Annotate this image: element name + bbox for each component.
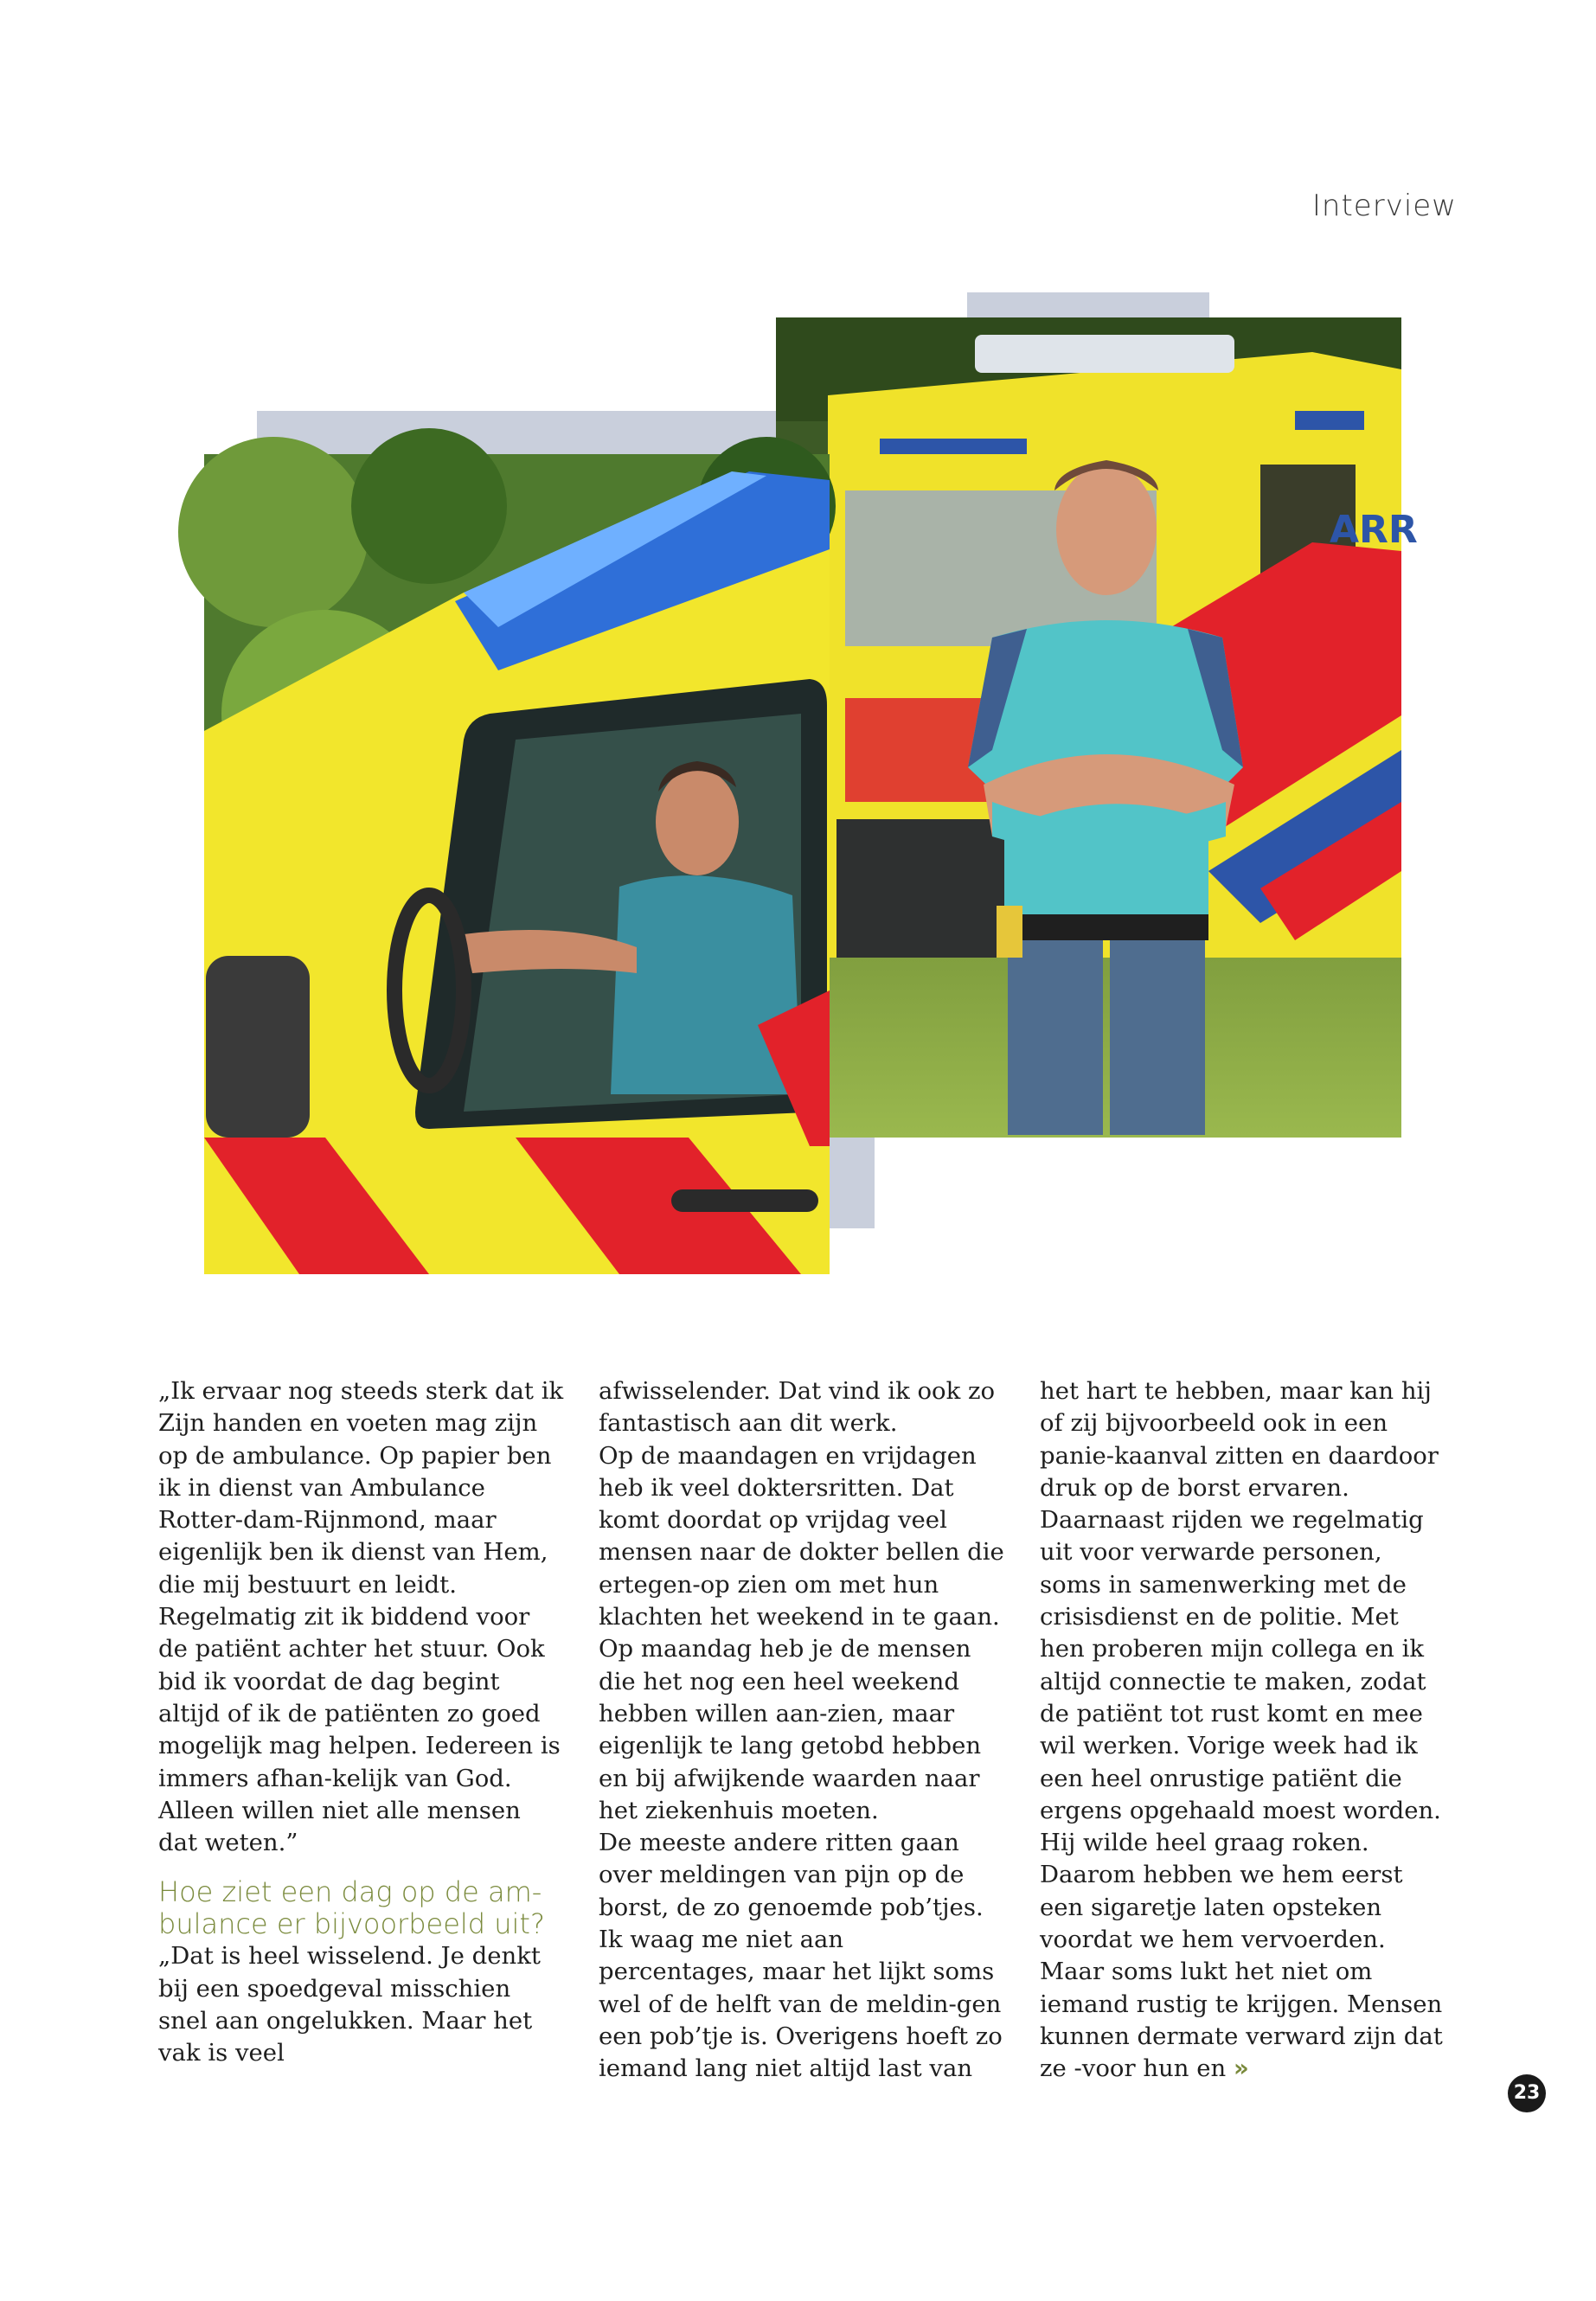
paragraph <box>1040 1504 1446 2085</box>
decorative-block <box>257 411 789 454</box>
portrait-photo <box>776 317 1418 1138</box>
paragraph: „Dat is heel wisselend. Je denkt bij een spoedgeval misschien snel aan ongelukken. Maar het vak is veel <box>158 1942 541 2067</box>
decorative-block <box>826 1125 875 1228</box>
page-number: 23 <box>1508 2074 1546 2112</box>
article-column-2 <box>599 1375 1005 2086</box>
paragraph: Op de maandagen en vrijdagen heb ik veel doktersritten. Dat komt doordat op vrijdag veel mensen naar de dokter bellen die ertegen-op zien om met hun klachten het weekend in te gaan. Op maandag heb je de mensen die het nog een heel weekend hebben willen aan-zien, maar eigenlijk te lang getobd hebben en bij afwijkende waarden naar het ziekenhuis moeten. <box>599 1441 1004 1824</box>
paragraph: De meeste andere ritten gaan over meldingen van pijn op de borst, de zo genoemde pob’tjes. Ik waag me niet aan percentages, maar het lijkt soms wel of de helft van de meldin-gen een pob’tje is. Overigens hoeft zo iemand lang niet altijd last van <box>599 1829 1003 2083</box>
double-chevron-right-icon: » <box>1233 2054 1249 2083</box>
driver-photo <box>204 454 830 1274</box>
paragraph-text: Daarnaast rijden we regelmatig uit voor verwarde personen, soms in samenwerking met de crisisdienst en de politie. Met hen proberen mijn collega en ik altijd connectie te maken, zodat de patiënt tot rust komt en mee wil werken. Vorige week had ik een heel onrustige patiënt die ergens opgehaald moest worden. Hij wilde heel graag roken. Daarom hebben we hem eerst een sigaretje laten opsteken voordat we hem vervoerden. Maar soms lukt het niet om iemand rustig te krijgen. Mensen kunnen dermate verward zijn dat ze -voor hun en <box>1040 1506 1443 2083</box>
paragraph: Regelmatig zit ik biddend voor de patiënt achter het stuur. Ook bid ik voordat de dag begint altijd of ik de patiënten zo goed mogelijk mag helpen. Iedereen is immers afhan-kelijk van God. Alleen willen niet alle mensen dat weten.” <box>158 1603 561 1857</box>
paragraph: het hart te hebben, maar kan hij of zij bijvoorbeeld ook in een panie-kaanval zitten en daardoor druk op de borst ervaren. <box>1040 1377 1439 1502</box>
paragraph: afwisselender. Dat vind ik ook zo fantastisch aan dit werk. <box>599 1377 996 1438</box>
section-label: Interview <box>1311 189 1457 223</box>
question-heading: Hoe ziet een dag op de am-bulance er bijvoorbeeld uit? <box>158 1875 545 1941</box>
paragraph: „Ik ervaar nog steeds sterk dat ik Zijn handen en voeten mag zijn op de ambulance. Op papier ben ik in dienst van Ambulance Rotter-dam-Rijnmond, maar eigenlijk ben ik dienst van Hem, die mij bestuurt en leidt. <box>158 1377 564 1599</box>
article-column-3 <box>1040 1375 1446 2086</box>
van-logo: ARR <box>1330 508 1418 552</box>
article-column-1 <box>158 1375 565 2070</box>
